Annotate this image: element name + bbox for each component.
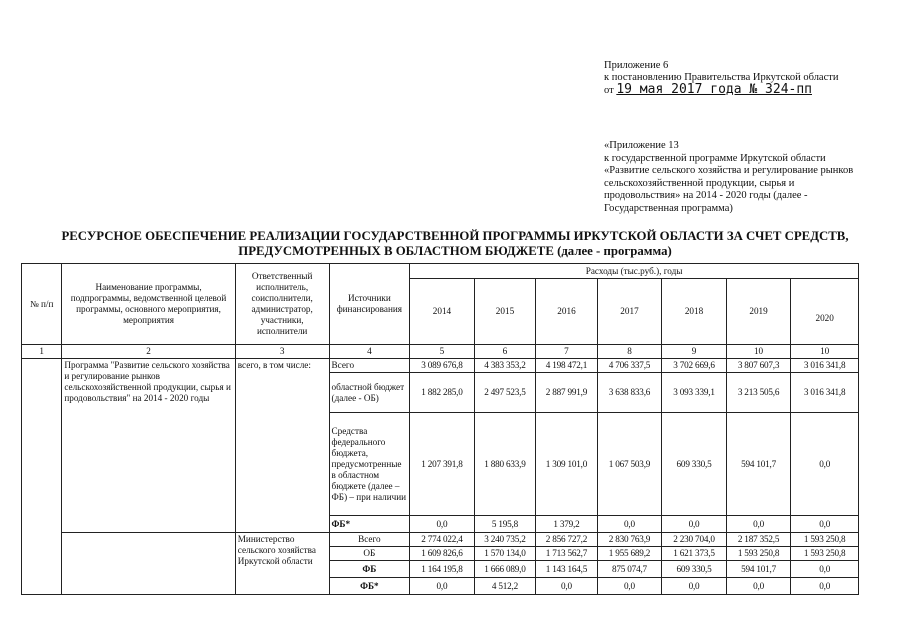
value-cell: 2 230 704,0 bbox=[662, 533, 727, 547]
title-line: ПРЕДУСМОТРЕННЫХ В ОБЛАСТНОМ БЮДЖЕТЕ (далее - программа) bbox=[238, 244, 672, 258]
source-cell: ФБ* bbox=[329, 516, 410, 533]
column-number: 10 bbox=[791, 345, 859, 359]
appendix-13-line: Государственная программа) bbox=[604, 202, 733, 214]
source-cell: Всего bbox=[329, 359, 410, 373]
row-number-cell bbox=[22, 359, 62, 595]
value-cell: 1 593 250,8 bbox=[726, 547, 791, 561]
ministry-executor: Министерство сельского хозяйства Иркутской области bbox=[235, 533, 329, 595]
column-number: 2 bbox=[62, 345, 235, 359]
value-cell: 1 593 250,8 bbox=[791, 547, 859, 561]
value-cell: 1 609 826,6 bbox=[410, 547, 475, 561]
value-cell: 2 187 352,5 bbox=[726, 533, 791, 547]
document-title bbox=[40, 229, 870, 259]
value-cell: 0,0 bbox=[791, 516, 859, 533]
value-cell: 4 383 353,2 bbox=[474, 359, 536, 373]
appendix-6-line: к постановлению Правительства Иркутской области bbox=[604, 72, 839, 83]
column-number: 4 bbox=[329, 345, 410, 359]
value-cell: 1 143 164,5 bbox=[536, 561, 598, 578]
column-number: 3 bbox=[235, 345, 329, 359]
value-cell: 0,0 bbox=[726, 578, 791, 595]
column-number: 10 bbox=[726, 345, 791, 359]
appendix-13-line: «Приложение 13 bbox=[604, 140, 679, 151]
column-number: 8 bbox=[597, 345, 662, 359]
appendix-13-line: продовольствия» на 2014 - 2020 годы (далее - bbox=[604, 190, 808, 201]
value-cell: 3 016 341,8 bbox=[791, 373, 859, 413]
value-cell: 1 880 633,9 bbox=[474, 413, 536, 516]
appendix-6-header bbox=[604, 60, 884, 97]
header-year: 2015 bbox=[474, 279, 536, 345]
header-year: 2016 bbox=[536, 279, 598, 345]
value-cell: 1 666 089,0 bbox=[474, 561, 536, 578]
value-cell: 2 774 022,4 bbox=[410, 533, 475, 547]
value-cell: 4 512,2 bbox=[474, 578, 536, 595]
source-cell: ФБ bbox=[329, 561, 410, 578]
value-cell: 1 621 373,5 bbox=[662, 547, 727, 561]
column-number: 6 bbox=[474, 345, 536, 359]
header-year: 2018 bbox=[662, 279, 727, 345]
value-cell: 1 379,2 bbox=[536, 516, 598, 533]
title-line: РЕСУРСНОЕ ОБЕСПЕЧЕНИЕ РЕАЛИЗАЦИИ ГОСУДАРСТВЕННОЙ ПРОГРАММЫ ИРКУТСКОЙ ОБЛАСТИ ЗА СЧЕТ СРЕДСТВ, bbox=[61, 229, 849, 243]
column-number: 9 bbox=[662, 345, 727, 359]
value-cell: 4 198 472,1 bbox=[536, 359, 598, 373]
header-year: 2017 bbox=[597, 279, 662, 345]
appendix-6-line: Приложение 6 bbox=[604, 60, 669, 71]
header-name: Наименование программы, подпрограммы, ведомственной целевой программы, основного мероприятия, мероприятия bbox=[62, 264, 235, 345]
appendix-13-line: сельскохозяйственной продукции, сырья и bbox=[604, 177, 795, 189]
column-number: 5 bbox=[410, 345, 475, 359]
value-cell: 3 240 735,2 bbox=[474, 533, 536, 547]
header-year: 2014 bbox=[410, 279, 475, 345]
value-cell: 1 955 689,2 bbox=[597, 547, 662, 561]
column-number-row bbox=[22, 345, 859, 359]
value-cell: 0,0 bbox=[597, 578, 662, 595]
value-cell: 609 330,5 bbox=[662, 413, 727, 516]
table-row bbox=[22, 359, 859, 373]
resource-table bbox=[21, 263, 859, 595]
value-cell: 609 330,5 bbox=[662, 561, 727, 578]
appendix-13-header bbox=[604, 140, 870, 215]
value-cell: 1 593 250,8 bbox=[791, 533, 859, 547]
header-executor: Ответственный исполнитель, соисполнители, администратор, участники, исполнители bbox=[235, 264, 329, 345]
value-cell: 3 702 669,6 bbox=[662, 359, 727, 373]
handwritten-date-number: 19 мая 2017 года № 324-пп bbox=[616, 82, 812, 97]
value-cell: 594 101,7 bbox=[726, 561, 791, 578]
value-cell: 0,0 bbox=[662, 578, 727, 595]
value-cell: 0,0 bbox=[597, 516, 662, 533]
value-cell: 3 093 339,1 bbox=[662, 373, 727, 413]
column-number: 7 bbox=[536, 345, 598, 359]
value-cell: 2 497 523,5 bbox=[474, 373, 536, 413]
value-cell: 0,0 bbox=[726, 516, 791, 533]
appendix-13-line: «Развитие сельского хозяйства и регулирование рынков bbox=[604, 165, 854, 176]
value-cell: 1 570 134,0 bbox=[474, 547, 536, 561]
source-cell: ФБ* bbox=[329, 578, 410, 595]
source-cell: Средства федерального бюджета, предусмотренные в областном бюджете (далее – ФБ) – при наличии bbox=[329, 413, 410, 516]
value-cell: 1 713 562,7 bbox=[536, 547, 598, 561]
value-cell: 3 807 607,3 bbox=[726, 359, 791, 373]
value-cell: 594 101,7 bbox=[726, 413, 791, 516]
value-cell: 0,0 bbox=[410, 578, 475, 595]
source-cell: Всего bbox=[329, 533, 410, 547]
value-cell: 0,0 bbox=[536, 578, 598, 595]
value-cell: 1 207 391,8 bbox=[410, 413, 475, 516]
value-cell: 0,0 bbox=[791, 578, 859, 595]
value-cell: 0,0 bbox=[662, 516, 727, 533]
program-name-continued bbox=[62, 533, 235, 595]
source-cell: областной бюджет (далее - ОБ) bbox=[329, 373, 410, 413]
source-cell: ОБ bbox=[329, 547, 410, 561]
header-num: № п/п bbox=[22, 264, 62, 345]
value-cell: 1 309 101,0 bbox=[536, 413, 598, 516]
value-cell: 1 067 503,9 bbox=[597, 413, 662, 516]
column-number: 1 bbox=[22, 345, 62, 359]
header-year: 2020 bbox=[791, 279, 859, 345]
value-cell: 5 195,8 bbox=[474, 516, 536, 533]
value-cell: 0,0 bbox=[410, 516, 475, 533]
value-cell: 875 074,7 bbox=[597, 561, 662, 578]
value-cell: 2 830 763,9 bbox=[597, 533, 662, 547]
value-cell: 2 856 727,2 bbox=[536, 533, 598, 547]
appendix-13-line: к государственной программе Иркутской области bbox=[604, 152, 826, 164]
table-row bbox=[22, 533, 859, 547]
value-cell: 3 016 341,8 bbox=[791, 359, 859, 373]
header-expenses: Расходы (тыс.руб.), годы bbox=[410, 264, 859, 279]
appendix-6-date-line bbox=[604, 84, 884, 97]
value-cell: 2 887 991,9 bbox=[536, 373, 598, 413]
value-cell: 4 706 337,5 bbox=[597, 359, 662, 373]
header-year: 2019 bbox=[726, 279, 791, 345]
value-cell: 3 638 833,6 bbox=[597, 373, 662, 413]
value-cell: 1 164 195,8 bbox=[410, 561, 475, 578]
value-cell: 3 089 676,8 bbox=[410, 359, 475, 373]
header-sources: Источники финансирования bbox=[329, 264, 410, 345]
date-prefix: от bbox=[604, 85, 614, 96]
program-executor-all: всего, в том числе: bbox=[235, 359, 329, 533]
value-cell: 1 882 285,0 bbox=[410, 373, 475, 413]
value-cell: 0,0 bbox=[791, 561, 859, 578]
value-cell: 3 213 505,6 bbox=[726, 373, 791, 413]
program-name: Программа "Развитие сельского хозяйства и регулирование рынков сельскохозяйственной продукции, сырья и продовольствия" на 2014 - 2020 годы bbox=[62, 359, 235, 533]
value-cell: 0,0 bbox=[791, 413, 859, 516]
